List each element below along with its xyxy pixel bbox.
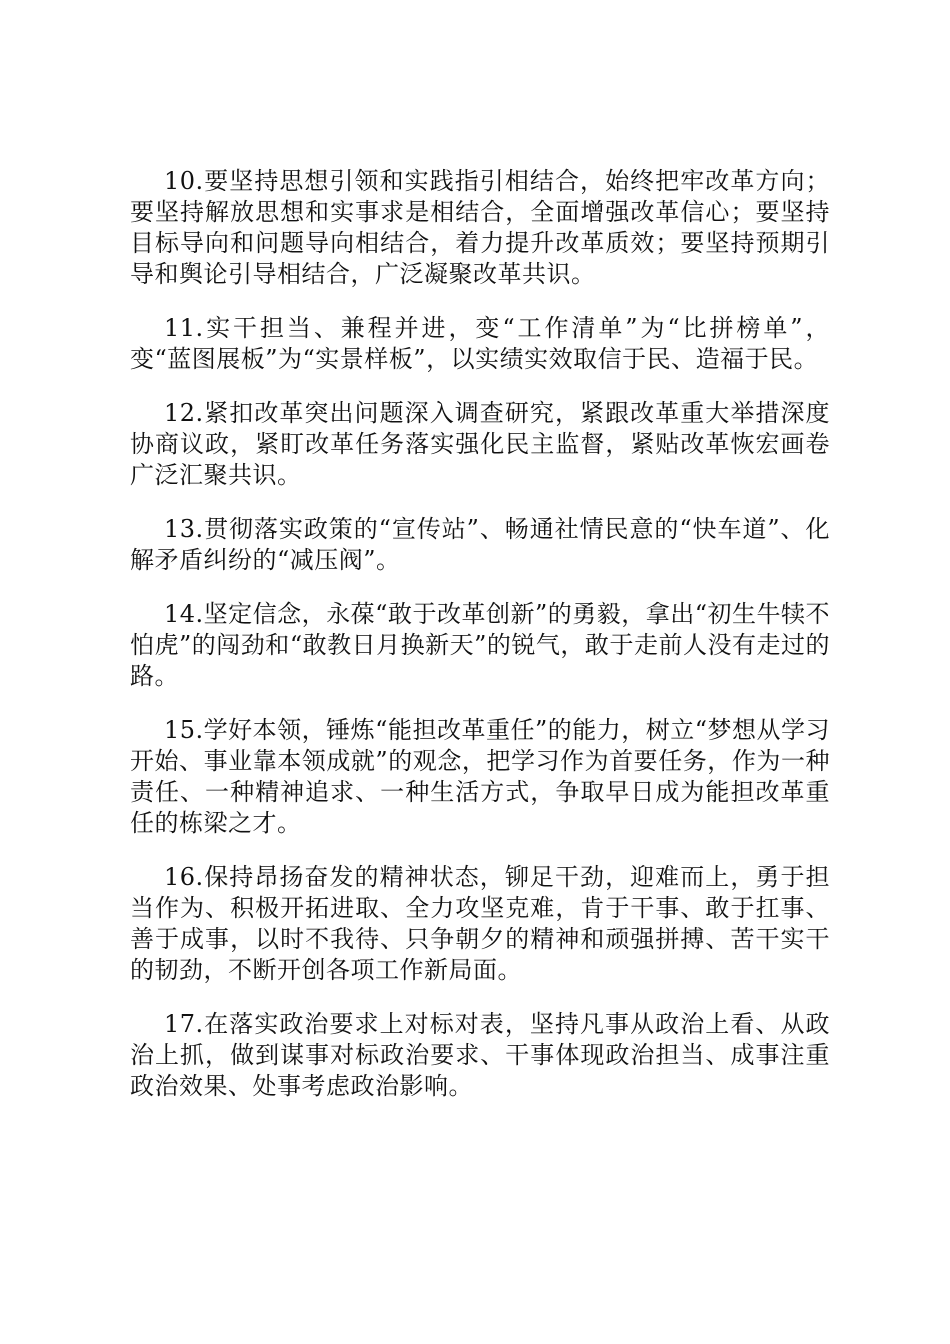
paragraph-13: 13.贯彻落实政策的“宣传站”、畅通社情民意的“快车道”、化解矛盾纠纷的“减压阀”。 [130,515,830,574]
paragraph-12: 12.紧扣改革突出问题深入调查研究，紧跟改革重大举措深度协商议政，紧盯改革任务落实强化民主监督，紧贴改革恢宏画卷广泛汇聚共识。 [130,399,830,489]
paragraph-11: 11.实干担当、兼程并进，变“工作清单”为“比拼榜单”，变“蓝图展板”为“实景样板”，以实绩实效取信于民、造福于民。 [130,314,830,373]
paragraph-10: 10.要坚持思想引领和实践指引相结合，始终把牢改革方向；要坚持解放思想和实事求是相结合，全面增强改革信心；要坚持目标导向和问题导向相结合，着力提升改革质效；要坚持预期引导和舆论引导相结合，广泛凝聚改革共识。 [130,167,830,288]
document-body [130,166,830,1125]
paragraph-15: 15.学好本领，锤炼“能担改革重任”的能力，树立“梦想从学习开始、事业靠本领成就”的观念，把学习作为首要任务，作为一种责任、一种精神追求、一种生活方式，争取早日成为能担改革重任的栋梁之才。 [130,716,830,837]
paragraph-14: 14.坚定信念，永葆“敢于改革创新”的勇毅，拿出“初生牛犊不怕虎”的闯劲和“敢教日月换新天”的锐气，敢于走前人没有走过的路。 [130,600,830,690]
paragraph-16: 16.保持昂扬奋发的精神状态，铆足干劲，迎难而上，勇于担当作为、积极开拓进取、全力攻坚克难，肯于干事、敢于扛事、善于成事，以时不我待、只争朝夕的精神和顽强拼搏、苦干实干的韧劲，不断开创各项工作新局面。 [130,863,830,984]
paragraph-17: 17.在落实政治要求上对标对表，坚持凡事从政治上看、从政治上抓，做到谋事对标政治要求、干事体现政治担当、成事注重政治效果、处事考虑政治影响。 [130,1010,830,1100]
